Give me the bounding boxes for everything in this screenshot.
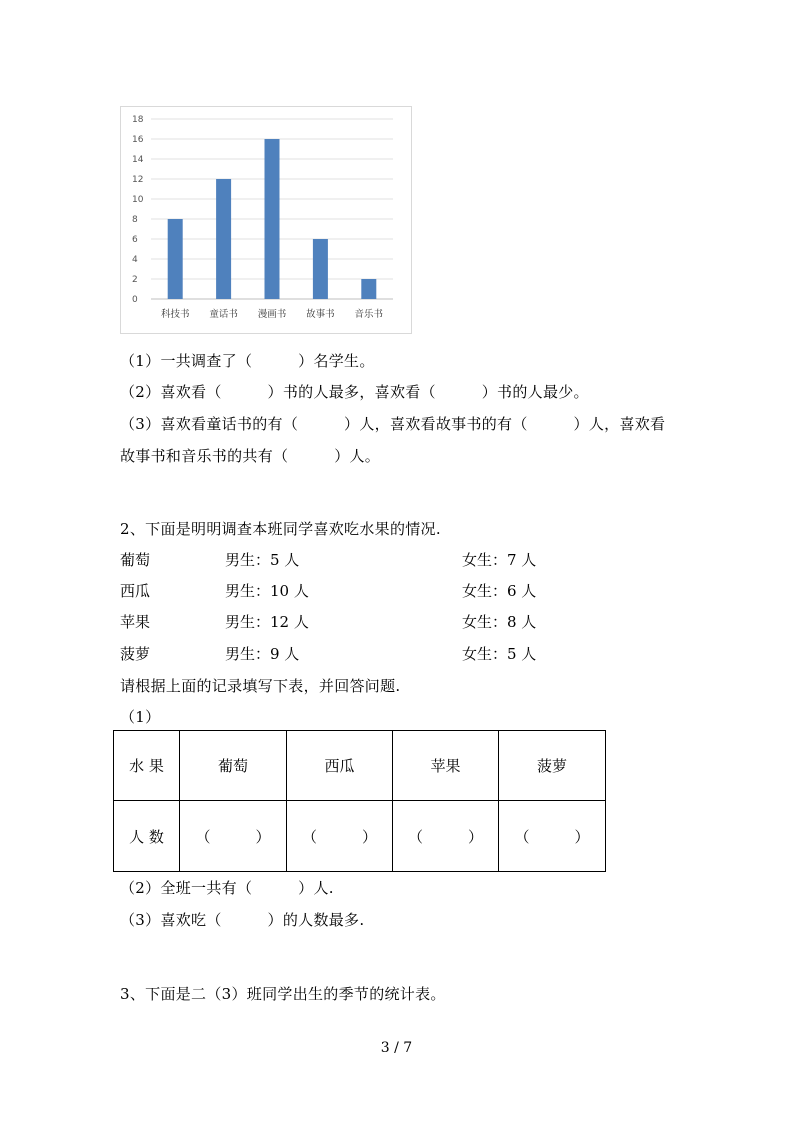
- fruit-girls-pineapple: 女生：5 人: [462, 645, 537, 663]
- fruit-table-header-row: [114, 731, 606, 801]
- x-category-label: 科技书: [160, 309, 190, 320]
- y-tick-label: 4: [132, 255, 138, 265]
- fruit-boys-apple: 男生：12 人: [225, 613, 309, 631]
- bar: [265, 139, 280, 299]
- y-tick-label: 10: [132, 195, 144, 205]
- fruit-name-grape: 葡萄: [120, 551, 151, 569]
- q1-item-2: （2）喜欢看（ ）书的人最多，喜欢看（ ）书的人最少。: [120, 383, 589, 401]
- answer-blank-cell[interactable]: （ ）: [287, 801, 393, 872]
- q1-item-3-cont: 故事书和音乐书的共有（ ）人。: [120, 447, 381, 465]
- x-category-label: 故事书: [306, 309, 335, 320]
- bar: [313, 239, 328, 299]
- y-tick-label: 0: [132, 295, 138, 305]
- bar-chart: [120, 106, 412, 334]
- bar: [361, 279, 376, 299]
- bar: [168, 219, 183, 299]
- q2-instruction: 请根据上面的记录填写下表，并回答问题.: [120, 677, 401, 695]
- table-header-cell: 西瓜: [287, 731, 393, 801]
- fruit-table: [113, 730, 606, 872]
- fruit-boys-pineapple: 男生：9 人: [225, 645, 300, 663]
- y-tick-label: 18: [132, 115, 144, 125]
- y-tick-label: 12: [132, 175, 144, 185]
- fruit-girls-watermelon: 女生：6 人: [462, 582, 537, 600]
- x-category-label: 童话书: [209, 309, 238, 320]
- table-header-cell: 葡萄: [180, 731, 287, 801]
- answer-blank-cell[interactable]: （ ）: [180, 801, 287, 872]
- answer-blank-cell[interactable]: （ ）: [499, 801, 606, 872]
- chart-svg: [121, 107, 413, 335]
- fruit-boys-grape: 男生：5 人: [225, 551, 300, 569]
- y-tick-label: 14: [132, 155, 144, 165]
- y-tick-label: 16: [132, 135, 144, 145]
- fruit-girls-grape: 女生：7 人: [462, 551, 537, 569]
- fruit-table-count-row: [114, 801, 606, 872]
- x-category-label: 漫画书: [257, 309, 287, 320]
- table-header-cell: 菠萝: [499, 731, 606, 801]
- q2-sub3: （3）喜欢吃（ ）的人数最多.: [120, 911, 365, 929]
- table-header-cell: 苹果: [393, 731, 499, 801]
- fruit-name-pineapple: 菠萝: [120, 645, 151, 663]
- page-number: 3 / 7: [380, 1040, 413, 1056]
- table-header-cell: 水 果: [114, 731, 180, 801]
- fruit-girls-apple: 女生：8 人: [462, 613, 537, 631]
- q2-sub1-label: （1）: [120, 708, 161, 726]
- q3-title: 3、下面是二（3）班同学出生的季节的统计表。: [120, 985, 446, 1003]
- fruit-boys-watermelon: 男生：10 人: [225, 582, 309, 600]
- table-row-label: 人 数: [114, 801, 180, 872]
- bar: [216, 179, 231, 299]
- x-category-label: 音乐书: [354, 309, 384, 320]
- fruit-name-apple: 苹果: [120, 613, 151, 631]
- q2-title: 2、下面是明明调查本班同学喜欢吃水果的情况.: [120, 520, 441, 538]
- y-tick-label: 8: [132, 215, 138, 225]
- q2-sub2: （2）全班一共有（ ）人.: [120, 879, 334, 897]
- q1-item-3: （3）喜欢看童话书的有（ ）人，喜欢看故事书的有（ ）人，喜欢看: [120, 415, 666, 433]
- fruit-name-watermelon: 西瓜: [120, 582, 151, 600]
- answer-blank-cell[interactable]: （ ）: [393, 801, 499, 872]
- y-tick-label: 2: [132, 275, 138, 285]
- y-tick-label: 6: [132, 235, 138, 245]
- q1-item-1: （1）一共调查了（ ）名学生。: [120, 352, 375, 370]
